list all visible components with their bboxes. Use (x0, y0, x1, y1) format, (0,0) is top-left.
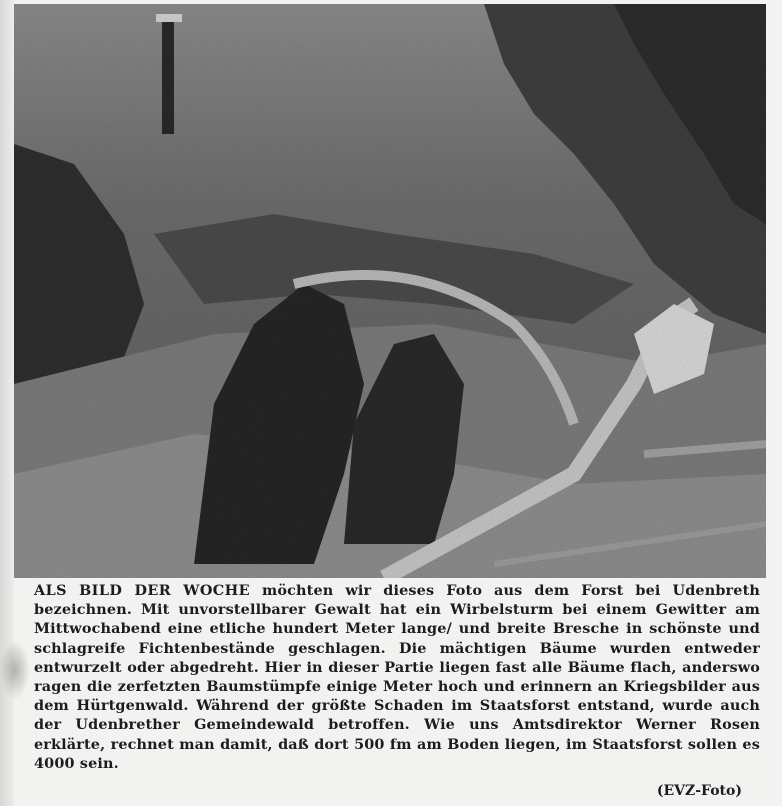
caption-body: möchten wir dieses Foto aus dem Forst bei Udenbreth bezeichnen. Mit unvorstellbarer Gewalt hat ein Wirbelsturm bei einem Gewitter am Mittwochabend eine etliche hundert Meter lange/ und breite Bresche in schönste und schlagreife Fichtenbestände geschlagen. Die mächtigen Bäume wurden entweder entwurzelt oder abgedreht. Hier in dieser Partie liegen fast alle Bäume flach, anderswo ragen die zerfetzten Baumstümpfe einige Meter hoch und erinnern an Kriegsbilder aus dem Hürtgenwald. Während der größte Schaden im Staatsforst entstand, wurde auch der Udenbrether Gemeindewald betroffen. Wie uns Amtsdirektor Werner Rosen erklärte, rechnet man damit, daß dort 500 fm am Boden liegen, im Staatsforst sollen es 4000 sein. (34, 582, 760, 772)
article-caption (34, 581, 760, 803)
paper-stain (0, 640, 30, 700)
storm-damage-forest-photo (14, 4, 766, 578)
photo-credit: (EVZ-Foto) (656, 783, 742, 799)
caption-lead: ALS BILD DER WOCHE (34, 582, 251, 599)
